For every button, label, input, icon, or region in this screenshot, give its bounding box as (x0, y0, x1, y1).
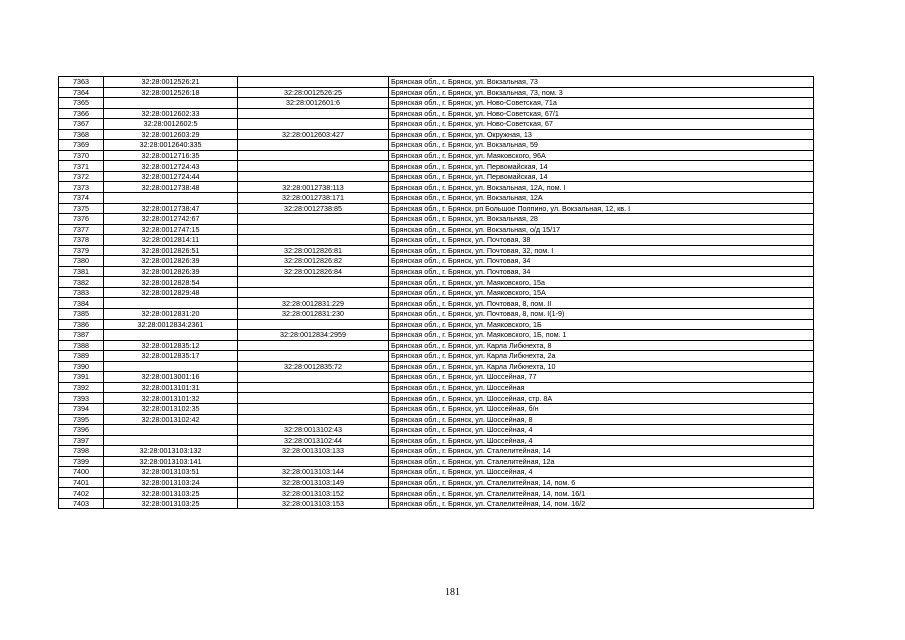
table-row (59, 498, 814, 509)
land-cadastral-number-cell: 32:28:0013101:32 (104, 393, 238, 404)
row-number-cell: 7389 (59, 351, 104, 362)
land-cadastral-number-cell: 32:28:0012826:39 (104, 266, 238, 277)
land-cadastral-number-cell: 32:28:0013102:42 (104, 414, 238, 425)
cadastral-table (58, 76, 814, 509)
row-number-cell: 7386 (59, 319, 104, 330)
row-number-cell: 7393 (59, 393, 104, 404)
table-row (59, 309, 814, 320)
object-cadastral-number-cell (238, 393, 389, 404)
address-cell: Брянская обл., г. Брянск, ул. Вокзальная, 73 (389, 77, 814, 88)
table-row (59, 277, 814, 288)
address-cell: Брянская обл., г. Брянск, ул. Вокзальная, 28 (389, 214, 814, 225)
object-cadastral-number-cell: 32:28:0012738:85 (238, 203, 389, 214)
address-cell: Брянская обл., г. Брянск, ул. Маяковского, 1Б, пом. 1 (389, 330, 814, 341)
address-cell: Брянская обл., г. Брянск, ул. Шоссейная, стр. 8А (389, 393, 814, 404)
row-number-cell: 7380 (59, 256, 104, 267)
object-cadastral-number-cell (238, 372, 389, 383)
row-number-cell: 7373 (59, 182, 104, 193)
table-row (59, 108, 814, 119)
object-cadastral-number-cell: 32:28:0012835:72 (238, 361, 389, 372)
object-cadastral-number-cell: 32:28:0013102:43 (238, 425, 389, 436)
object-cadastral-number-cell (238, 77, 389, 88)
land-cadastral-number-cell: 32:28:0013103:24 (104, 477, 238, 488)
table-row (59, 361, 814, 372)
address-cell: Брянская обл., г. Брянск, ул. Ново-Советская, 67/1 (389, 108, 814, 119)
row-number-cell: 7403 (59, 498, 104, 509)
table-row (59, 87, 814, 98)
object-cadastral-number-cell: 32:28:0013103:149 (238, 477, 389, 488)
table-row (59, 425, 814, 436)
object-cadastral-number-cell: 32:28:0012601:6 (238, 98, 389, 109)
table-row (59, 393, 814, 404)
address-cell: Брянская обл., г. Брянск, ул. Маяковского, 15а (389, 277, 814, 288)
object-cadastral-number-cell: 32:28:0012603:427 (238, 129, 389, 140)
land-cadastral-number-cell (104, 435, 238, 446)
row-number-cell: 7381 (59, 266, 104, 277)
row-number-cell: 7400 (59, 467, 104, 478)
row-number-cell: 7372 (59, 171, 104, 182)
table-row (59, 340, 814, 351)
land-cadastral-number-cell: 32:28:0012602:5 (104, 119, 238, 130)
land-cadastral-number-cell: 32:28:0012526:21 (104, 77, 238, 88)
land-cadastral-number-cell: 32:28:0013101:31 (104, 382, 238, 393)
land-cadastral-number-cell: 32:28:0012738:48 (104, 182, 238, 193)
table-row (59, 467, 814, 478)
land-cadastral-number-cell: 32:28:0013103:25 (104, 488, 238, 499)
land-cadastral-number-cell: 32:28:0012724:43 (104, 161, 238, 172)
address-cell: Брянская обл., г. Брянск, ул. Ново-Советская, 71а (389, 98, 814, 109)
address-cell: Брянская обл., г. Брянск, ул. Вокзальная, о/д 15/17 (389, 224, 814, 235)
address-cell: Брянская обл., г. Брянск, ул. Почтовая, 34 (389, 266, 814, 277)
table-row (59, 140, 814, 151)
land-cadastral-number-cell: 32:28:0013001:16 (104, 372, 238, 383)
table-row (59, 129, 814, 140)
object-cadastral-number-cell: 32:28:0012738:113 (238, 182, 389, 193)
row-number-cell: 7388 (59, 340, 104, 351)
land-cadastral-number-cell: 32:28:0013103:141 (104, 456, 238, 467)
table-row (59, 477, 814, 488)
address-cell: Брянская обл., г. Брянск, ул. Сталелитейная, 14, пом. 16/2 (389, 498, 814, 509)
row-number-cell: 7376 (59, 214, 104, 225)
row-number-cell: 7378 (59, 235, 104, 246)
land-cadastral-number-cell: 32:28:0012831:20 (104, 309, 238, 320)
address-cell: Брянская обл., г. Брянск, ул. Карла Либкнехта, 8 (389, 340, 814, 351)
row-number-cell: 7395 (59, 414, 104, 425)
address-cell: Брянская обл., г. Брянск, ул. Шоссейная, б/н (389, 403, 814, 414)
table-row (59, 119, 814, 130)
address-cell: Брянская обл., г. Брянск, ул. Первомайская, 14 (389, 161, 814, 172)
object-cadastral-number-cell: 32:28:0013103:152 (238, 488, 389, 499)
land-cadastral-number-cell: 32:28:0012526:18 (104, 87, 238, 98)
table-row (59, 182, 814, 193)
row-number-cell: 7391 (59, 372, 104, 383)
land-cadastral-number-cell (104, 298, 238, 309)
object-cadastral-number-cell (238, 119, 389, 130)
land-cadastral-number-cell (104, 193, 238, 204)
table-row (59, 414, 814, 425)
land-cadastral-number-cell: 32:28:0012835:17 (104, 351, 238, 362)
cadastral-table-body (59, 77, 814, 509)
object-cadastral-number-cell: 32:28:0013102:44 (238, 435, 389, 446)
address-cell: Брянская обл., г. Брянск, ул. Шоссейная, 8 (389, 414, 814, 425)
object-cadastral-number-cell: 32:28:0012826:81 (238, 245, 389, 256)
object-cadastral-number-cell (238, 214, 389, 225)
address-cell: Брянская обл., г. Брянск, ул. Вокзальная, 59 (389, 140, 814, 151)
row-number-cell: 7369 (59, 140, 104, 151)
row-number-cell: 7384 (59, 298, 104, 309)
land-cadastral-number-cell: 32:28:0013103:51 (104, 467, 238, 478)
object-cadastral-number-cell (238, 235, 389, 246)
row-number-cell: 7382 (59, 277, 104, 288)
address-cell: Брянская обл., г. Брянск, ул. Вокзальная, 12А (389, 193, 814, 204)
object-cadastral-number-cell: 32:28:0012826:82 (238, 256, 389, 267)
address-cell: Брянская обл., г. Брянск, ул. Шоссейная, 4 (389, 467, 814, 478)
address-cell: Брянская обл., г. Брянск, ул. Вокзальная, 73, пом. 3 (389, 87, 814, 98)
address-cell: Брянская обл., г. Брянск, ул. Шоссейная, 4 (389, 435, 814, 446)
table-row (59, 488, 814, 499)
address-cell: Брянская обл., г. Брянск, ул. Сталелитейная, 14, пом. 16/1 (389, 488, 814, 499)
row-number-cell: 7401 (59, 477, 104, 488)
table-row (59, 98, 814, 109)
land-cadastral-number-cell: 32:28:0012826:51 (104, 245, 238, 256)
table-row (59, 330, 814, 341)
address-cell: Брянская обл., г. Брянск, ул. Карла Либкнехта, 10 (389, 361, 814, 372)
address-cell: Брянская обл., г. Брянск, ул. Карла Либкнехта, 2а (389, 351, 814, 362)
object-cadastral-number-cell (238, 403, 389, 414)
row-number-cell: 7383 (59, 287, 104, 298)
address-cell: Брянская обл., г. Брянск, ул. Почтовая, 34 (389, 256, 814, 267)
address-cell: Брянская обл., г. Брянск, ул. Маяковского, 15А (389, 287, 814, 298)
row-number-cell: 7366 (59, 108, 104, 119)
row-number-cell: 7374 (59, 193, 104, 204)
row-number-cell: 7399 (59, 456, 104, 467)
object-cadastral-number-cell: 32:28:0012831:229 (238, 298, 389, 309)
land-cadastral-number-cell: 32:28:0012716:35 (104, 150, 238, 161)
land-cadastral-number-cell: 32:28:0012828:54 (104, 277, 238, 288)
row-number-cell: 7402 (59, 488, 104, 499)
table-row (59, 150, 814, 161)
object-cadastral-number-cell (238, 277, 389, 288)
row-number-cell: 7375 (59, 203, 104, 214)
table-row (59, 403, 814, 414)
address-cell: Брянская обл., г. Брянск, ул. Маяковского, 1Б (389, 319, 814, 330)
row-number-cell: 7379 (59, 245, 104, 256)
object-cadastral-number-cell (238, 414, 389, 425)
land-cadastral-number-cell: 32:28:0012742:67 (104, 214, 238, 225)
table-row (59, 446, 814, 457)
table-row (59, 235, 814, 246)
object-cadastral-number-cell (238, 340, 389, 351)
table-row (59, 224, 814, 235)
row-number-cell: 7396 (59, 425, 104, 436)
land-cadastral-number-cell (104, 361, 238, 372)
land-cadastral-number-cell: 32:28:0012814:11 (104, 235, 238, 246)
row-number-cell: 7365 (59, 98, 104, 109)
object-cadastral-number-cell: 32:28:0012831:230 (238, 309, 389, 320)
land-cadastral-number-cell: 32:28:0013103:132 (104, 446, 238, 457)
table-row (59, 245, 814, 256)
object-cadastral-number-cell (238, 171, 389, 182)
address-cell: Брянская обл., г. Брянск, ул. Почтовая, 8, пом. II (389, 298, 814, 309)
object-cadastral-number-cell: 32:28:0013103:144 (238, 467, 389, 478)
table-row (59, 435, 814, 446)
row-number-cell: 7377 (59, 224, 104, 235)
object-cadastral-number-cell (238, 161, 389, 172)
land-cadastral-number-cell: 32:28:0012602:33 (104, 108, 238, 119)
row-number-cell: 7385 (59, 309, 104, 320)
row-number-cell: 7370 (59, 150, 104, 161)
address-cell: Брянская обл., г. Брянск, ул. Сталелитейная, 12а (389, 456, 814, 467)
address-cell: Брянская обл., г. Брянск, ул. Почтовая, 8, пом. I(1-9) (389, 309, 814, 320)
object-cadastral-number-cell (238, 382, 389, 393)
address-cell: Брянская обл., г. Брянск, ул. Шоссейная, 77 (389, 372, 814, 383)
table-row (59, 266, 814, 277)
object-cadastral-number-cell: 32:28:0013103:133 (238, 446, 389, 457)
object-cadastral-number-cell (238, 140, 389, 151)
table-row (59, 319, 814, 330)
table-row (59, 351, 814, 362)
table-row (59, 372, 814, 383)
land-cadastral-number-cell: 32:28:0012829:48 (104, 287, 238, 298)
row-number-cell: 7392 (59, 382, 104, 393)
land-cadastral-number-cell: 32:28:0012603:29 (104, 129, 238, 140)
table-row (59, 256, 814, 267)
page-number: 181 (445, 587, 460, 598)
row-number-cell: 7394 (59, 403, 104, 414)
object-cadastral-number-cell (238, 108, 389, 119)
row-number-cell: 7371 (59, 161, 104, 172)
row-number-cell: 7390 (59, 361, 104, 372)
object-cadastral-number-cell (238, 150, 389, 161)
table-row (59, 382, 814, 393)
land-cadastral-number-cell: 32:28:0012826:39 (104, 256, 238, 267)
address-cell: Брянская обл., г. Брянск, ул. Сталелитейная, 14, пом. 6 (389, 477, 814, 488)
table-row (59, 203, 814, 214)
object-cadastral-number-cell (238, 319, 389, 330)
land-cadastral-number-cell: 32:28:0013103:25 (104, 498, 238, 509)
table-row (59, 214, 814, 225)
object-cadastral-number-cell: 32:28:0012738:171 (238, 193, 389, 204)
land-cadastral-number-cell: 32:28:0012747:15 (104, 224, 238, 235)
table-row (59, 161, 814, 172)
address-cell: Брянская обл., г. Брянск, ул. Почтовая, 38 (389, 235, 814, 246)
land-cadastral-number-cell: 32:28:0012834:2361 (104, 319, 238, 330)
land-cadastral-number-cell (104, 425, 238, 436)
table-row (59, 287, 814, 298)
object-cadastral-number-cell (238, 287, 389, 298)
address-cell: Брянская обл., г. Брянск, ул. Сталелитейная, 14 (389, 446, 814, 457)
object-cadastral-number-cell: 32:28:0012826:84 (238, 266, 389, 277)
row-number-cell: 7364 (59, 87, 104, 98)
table-row (59, 193, 814, 204)
address-cell: Брянская обл., г. Брянск, ул. Шоссейная (389, 382, 814, 393)
land-cadastral-number-cell: 32:28:0012835:12 (104, 340, 238, 351)
land-cadastral-number-cell: 32:28:0012724:44 (104, 171, 238, 182)
land-cadastral-number-cell: 32:28:0012640:335 (104, 140, 238, 151)
row-number-cell: 7387 (59, 330, 104, 341)
row-number-cell: 7363 (59, 77, 104, 88)
object-cadastral-number-cell (238, 456, 389, 467)
address-cell: Брянская обл., г. Брянск, ул. Окружная, 13 (389, 129, 814, 140)
row-number-cell: 7398 (59, 446, 104, 457)
table-row (59, 77, 814, 88)
land-cadastral-number-cell: 32:28:0012738:47 (104, 203, 238, 214)
object-cadastral-number-cell: 32:28:0013103:153 (238, 498, 389, 509)
land-cadastral-number-cell: 32:28:0013102:35 (104, 403, 238, 414)
object-cadastral-number-cell (238, 351, 389, 362)
row-number-cell: 7367 (59, 119, 104, 130)
address-cell: Брянская обл., г. Брянск, рп Большое Полпино, ул. Вокзальная, 12, кв. I (389, 203, 814, 214)
land-cadastral-number-cell (104, 330, 238, 341)
table-row (59, 171, 814, 182)
address-cell: Брянская обл., г. Брянск, ул. Ново-Советская, 67 (389, 119, 814, 130)
object-cadastral-number-cell: 32:28:0012834:2959 (238, 330, 389, 341)
object-cadastral-number-cell: 32:28:0012526:25 (238, 87, 389, 98)
address-cell: Брянская обл., г. Брянск, ул. Вокзальная, 12А, пом. I (389, 182, 814, 193)
row-number-cell: 7397 (59, 435, 104, 446)
address-cell: Брянская обл., г. Брянск, ул. Маяковского, 96А (389, 150, 814, 161)
table-row (59, 456, 814, 467)
address-cell: Брянская обл., г. Брянск, ул. Первомайская, 14 (389, 171, 814, 182)
table-row (59, 298, 814, 309)
address-cell: Брянская обл., г. Брянск, ул. Почтовая, 32, пом. I (389, 245, 814, 256)
land-cadastral-number-cell (104, 98, 238, 109)
row-number-cell: 7368 (59, 129, 104, 140)
address-cell: Брянская обл., г. Брянск, ул. Шоссейная, 4 (389, 425, 814, 436)
object-cadastral-number-cell (238, 224, 389, 235)
